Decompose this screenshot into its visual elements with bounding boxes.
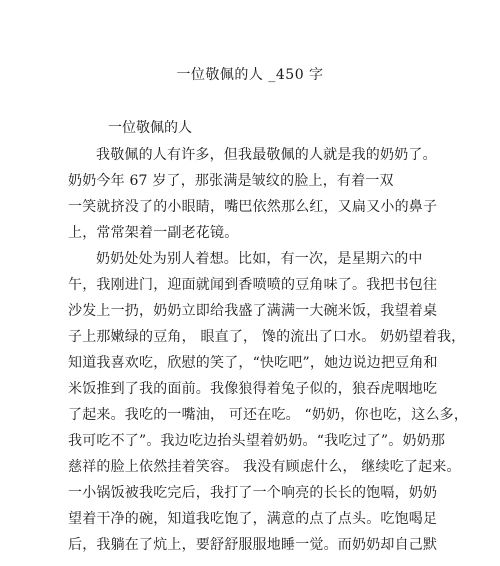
text-line: 我可吃不了”。我边吃边抬头望着奶奶。“我吃过了”。奶奶那	[68, 433, 446, 449]
text-line: 一笑就挤没了的小眼睛，嘴巴依然那么红，又扁又小的鼻子	[68, 199, 438, 215]
document-subtitle: 一位敬佩的人	[108, 120, 192, 136]
text-line: 望着干净的碗，知道我吃饱了，满意的点了点头。吃饱喝足	[68, 511, 438, 527]
text-line: 一小锅饭被我吃完后，我打了一个响亮的长长的饱嗝，奶奶	[68, 485, 438, 501]
text-line: 米饭推到了我的面前。我像狼得着兔子似的，狼吞虎咽地吃	[68, 381, 438, 397]
text-line: 上，常常架着一副老花镜。	[68, 225, 239, 241]
text-line: 了起来。我吃的一嘴油， 可还在吃。 “奶奶，你也吃，这么多，	[68, 407, 469, 423]
text-line: 我敬佩的人有许多，但我最敬佩的人就是我的奶奶了。	[96, 147, 437, 163]
text-line: 慈祥的脸上依然挂着笑容。 我没有顾虑什么， 继续吃了起来。	[68, 459, 461, 475]
text-line: 午，我刚进门，迎面就闻到香喷喷的豆角味了。我把书包往	[68, 277, 438, 293]
text-line: 后，我躺在了炕上，要舒舒服服地睡一觉。而奶奶却自己默	[68, 537, 438, 553]
document-title: 一位敬佩的人 _450 字	[176, 67, 324, 83]
text-line: 奶奶处处为别人着想。比如，有一次，是星期六的中	[96, 251, 423, 267]
text-line: 沙发上一扔，奶奶立即给我盛了满满一大碗米饭，我望着桌	[68, 303, 438, 319]
text-line: 知道我喜欢吃，欣慰的笑了，“快吃吧”，她边说边把豆角和	[68, 355, 438, 371]
text-line: 子上那嫩绿的豆角， 眼直了， 馋的流出了口水。 奶奶望着我，	[68, 329, 466, 345]
text-line: 奶奶今年 67 岁了，那张满是皱纹的脸上，有着一双	[68, 173, 394, 189]
